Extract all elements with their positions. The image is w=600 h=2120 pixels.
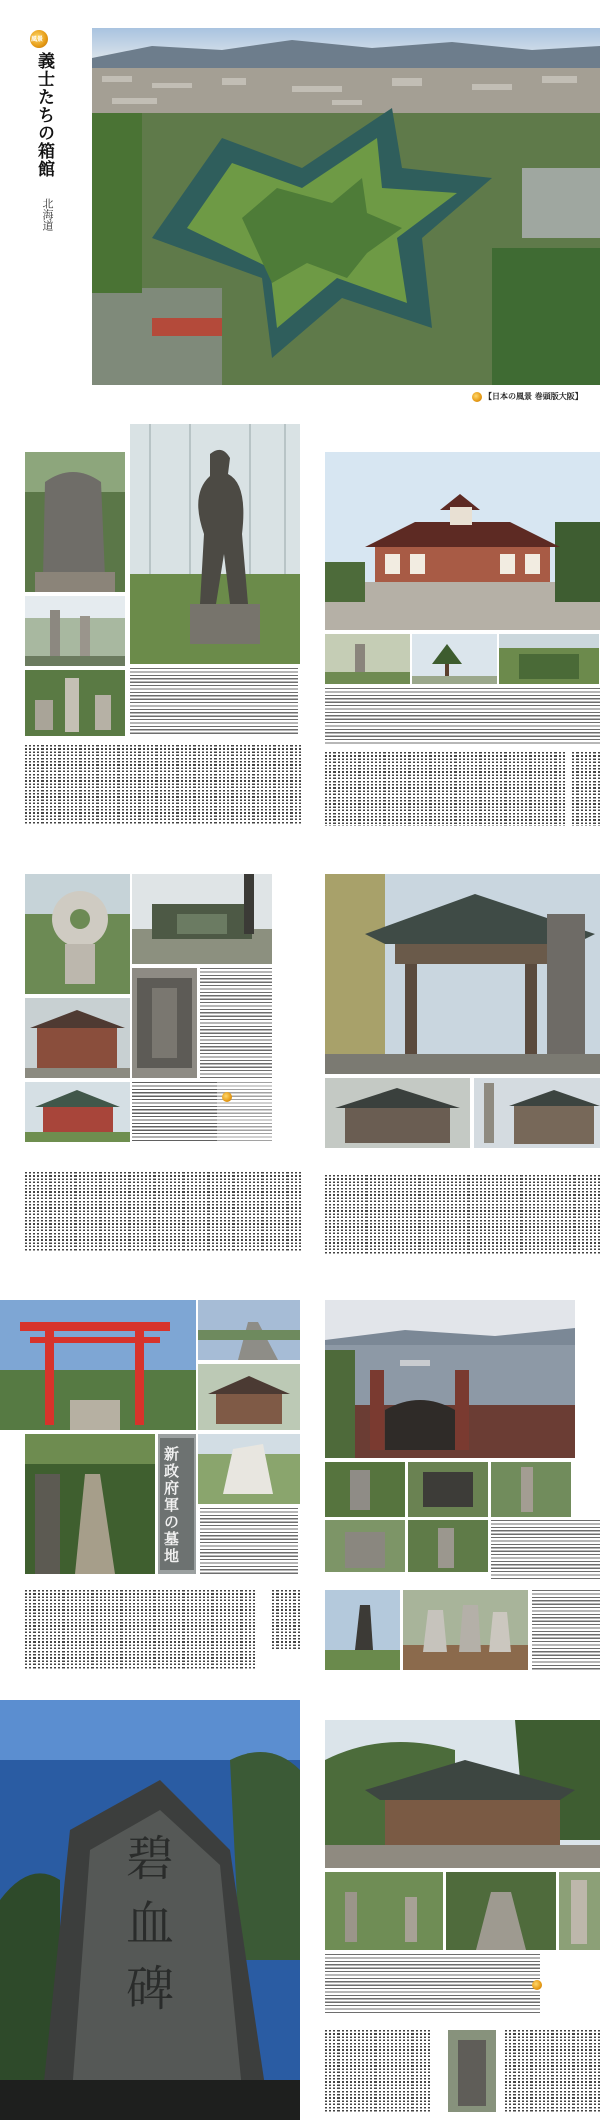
caption-side-text (265, 1590, 300, 1650)
body-text (325, 1175, 600, 1255)
caption-text (532, 1590, 600, 1670)
svg-text:碧: 碧 (125, 1831, 175, 1887)
grave-photo-2 (408, 1462, 488, 1517)
caption-text (491, 1520, 600, 1580)
hijikata-statue-photo (130, 424, 300, 664)
small-photo-3 (499, 634, 599, 684)
small-photo-1 (325, 634, 410, 684)
page-subtitle: 北海道 (41, 198, 54, 231)
section-logo-icon (222, 1092, 232, 1102)
body-text-2 (505, 2030, 600, 2112)
caption-text (325, 688, 600, 744)
building-photo (25, 998, 130, 1078)
body-text (25, 1172, 301, 1252)
temple-photo-3 (474, 1078, 600, 1148)
red-torii-photo (0, 1300, 196, 1430)
stone-marker-photo (559, 1872, 600, 1950)
caption-text (325, 1954, 540, 2014)
small-photo-2 (412, 634, 497, 684)
section-logo-icon (532, 1980, 542, 1990)
credit-logo-icon (472, 392, 482, 402)
grave-markers-photo (25, 670, 125, 736)
monument-stone-photo (25, 452, 125, 592)
caption-text (130, 668, 298, 736)
grave-photo-5 (408, 1520, 488, 1572)
hekketsuhi-monument-photo (0, 1700, 300, 2120)
stone-lanterns-photo (325, 1872, 443, 1950)
caption-text (200, 968, 272, 1078)
page-title: 義士たちの箱館 (34, 52, 54, 178)
round-monument-photo (25, 874, 130, 994)
body-text (25, 1590, 255, 1670)
stone-pillars-photo (25, 596, 125, 666)
badge-text: 風景 (31, 36, 44, 43)
svg-text:碑: 碑 (125, 1961, 175, 2017)
grave-photo-1 (325, 1462, 405, 1517)
body-text (25, 745, 301, 825)
forest-path-photo (25, 1434, 155, 1574)
caption-text (200, 1508, 298, 1574)
goryokaku-aerial-photo (92, 28, 600, 385)
grave-photo-4 (325, 1520, 405, 1572)
cemetery-monument-text: 新政府軍の墓地 (162, 1446, 180, 1565)
stone-stairs-photo (446, 1872, 556, 1950)
body-text (325, 2030, 430, 2112)
statue-photo-2 (403, 1590, 528, 1670)
seaside-gate-photo (325, 1300, 575, 1458)
temple-gate-photo (325, 874, 600, 1074)
shrine-photo (25, 1082, 130, 1142)
stone-plaque-photo (132, 968, 197, 1078)
caption-text (132, 1082, 272, 1142)
temple-photo-2 (325, 1078, 470, 1148)
shrine-building-photo (198, 1364, 300, 1430)
svg-text:血: 血 (125, 1896, 175, 1952)
gate-photo (132, 874, 272, 964)
photo-credit: 【日本の風景 巻頭版大阪】 (484, 391, 583, 401)
hakodate-magistrate-office-photo (325, 452, 600, 630)
shrine-hall-photo (325, 1720, 600, 1868)
statue-photo-1 (325, 1590, 400, 1670)
body-text (325, 752, 565, 826)
grave-photo-3 (491, 1462, 571, 1517)
road-photo (198, 1300, 300, 1360)
small-stone-photo (448, 2030, 496, 2112)
body-text-side (570, 752, 600, 826)
white-memorial-photo (198, 1434, 300, 1504)
